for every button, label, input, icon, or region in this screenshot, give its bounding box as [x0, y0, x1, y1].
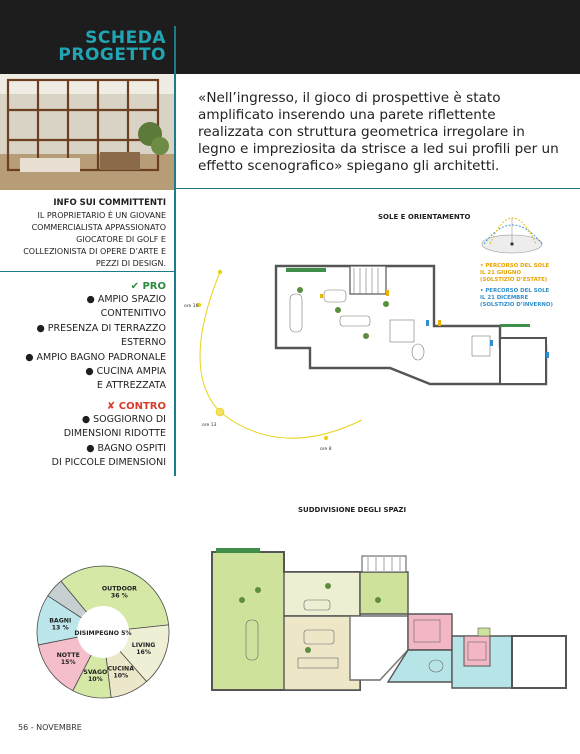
pie-value-notte: 15%	[60, 659, 76, 667]
pie-value-bagni: 13 %	[51, 624, 69, 632]
client-info-line: IL PROPRIETARIO È UN GIOVANE	[37, 211, 166, 220]
section-title-line1: SCHEDA	[85, 28, 166, 48]
pro-line: ● AMPIO BAGNO PADRONALE	[25, 351, 166, 363]
quote-divider	[176, 188, 580, 189]
pie-center-label: DISIMPEGNO 5%	[74, 630, 132, 637]
side-divider	[0, 271, 176, 272]
pro-line: E ATTREZZATA	[96, 380, 166, 392]
client-info-title: INFO SUI COMMITTENTI	[53, 198, 166, 208]
pie-label-outdoor: OUTDOOR	[101, 585, 137, 593]
vertical-rule	[174, 26, 176, 476]
cons-title: ✘ CONTRO	[106, 400, 166, 412]
sun-icon	[216, 408, 224, 416]
client-info-text	[0, 210, 166, 270]
legend-winter-line: • PERCORSO DEL SOLE	[480, 288, 550, 294]
sun-plan-title: SOLE E ORIENTAMENTO	[378, 213, 471, 221]
pie-label-cucina: CUCINA	[107, 665, 135, 673]
section-title-line2: PROGETTO	[58, 45, 166, 65]
client-info	[0, 198, 166, 270]
section-title	[58, 30, 166, 64]
pie-label-svago: SVAGO	[83, 668, 108, 676]
pros-cons	[0, 280, 166, 470]
con-line: DIMENSIONI RIDOTTE	[63, 428, 166, 440]
con-line: ● SOGGIORNO DI	[81, 413, 166, 425]
legend-winter-line: (SOLSTIZIO D’INVERNO)	[480, 302, 553, 308]
con-line: ● BAGNO OSPITI	[86, 442, 166, 454]
pros-title: ✔ PRO	[130, 281, 166, 292]
pie-label-notte: NOTTE	[56, 652, 80, 660]
sun-point-icon	[324, 436, 328, 440]
pro-line: ● PRESENZA DI TERRAZZO	[36, 322, 166, 334]
spaces-floor-plan	[208, 540, 572, 716]
time-label: ore 13	[202, 423, 217, 428]
pie-value-living: 16%	[136, 648, 152, 656]
quote-text: «Nell’ingresso, il gioco di prospettive è stato amplificato inserendo una parete riflettente realizzata con struttura geometrica irregolare in legno e impreziosita da strisce a led sui profili per un effetto scenografico» spiegano gli architetti.	[198, 90, 559, 174]
client-info-line: COLLEZIONISTA DI OPERE D’ARTE E	[23, 247, 166, 256]
sun-point-icon	[218, 270, 222, 274]
client-info-line: GIOCATORE DI GOLF E	[76, 235, 166, 244]
pie-label-living: LIVING	[131, 641, 156, 649]
legend-winter-line: IL 21 DICEMBRE	[480, 295, 529, 301]
client-info-line: COMMERCIALISTA APPASSIONATO	[31, 223, 166, 232]
pie-label-bagni: BAGNI	[49, 617, 72, 625]
page-footer: 56 - NOVEMBRE	[18, 723, 82, 732]
space-distribution-pie	[30, 552, 176, 712]
pie-value-cucina: 10%	[113, 672, 129, 680]
legend-summer-line: • PERCORSO DEL SOLE	[480, 263, 550, 269]
sun-diagram-icon	[476, 210, 550, 262]
spaces-plan-title: SUDDIVISIONE DEGLI SPAZI	[298, 506, 407, 514]
client-info-line: PEZZI DI DESIGN.	[95, 259, 166, 268]
pro-line: ESTERNO	[120, 337, 166, 349]
time-label: ore 16	[184, 304, 199, 309]
legend-summer-line: (SOLSTIZIO D’ESTATE)	[480, 277, 548, 283]
interior-photo	[0, 74, 174, 190]
pro-line: ● CUCINA AMPIA	[85, 366, 166, 378]
sun-floor-plan	[184, 260, 570, 455]
pro-line: CONTENITIVO	[100, 308, 166, 320]
pro-line: ● AMPIO SPAZIO	[86, 294, 166, 305]
pie-value-svago: 10%	[87, 675, 103, 683]
con-line: DI PICCOLE DIMENSIONI	[51, 457, 166, 469]
legend-summer-line: IL 21 GIUGNO	[480, 270, 522, 276]
time-label: ore 8	[320, 447, 332, 452]
header-box	[0, 26, 174, 74]
pie-value-outdoor: 36 %	[110, 592, 128, 600]
